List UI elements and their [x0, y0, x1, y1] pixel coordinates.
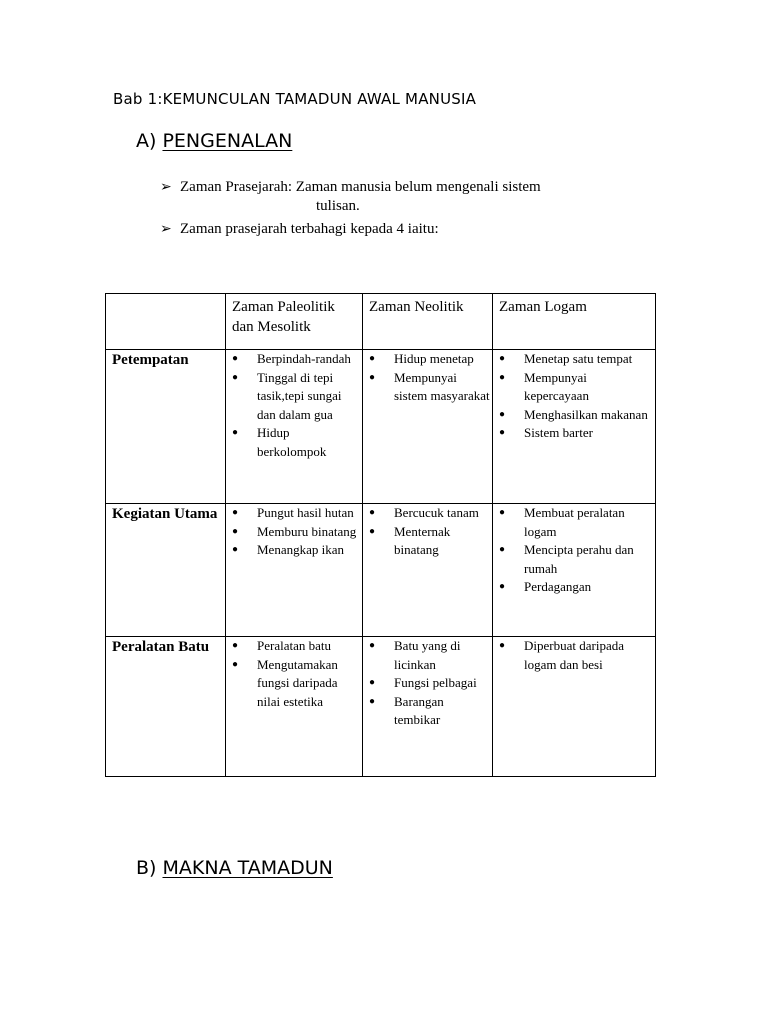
bullet-dot-icon: ●: [369, 353, 376, 364]
table-cell: [226, 504, 363, 637]
cell-list-item: [230, 350, 360, 369]
cell-list-item: [230, 504, 360, 523]
bullet-dot-icon: ●: [232, 371, 239, 383]
cell-list-item-text: Diperbuat daripada logam dan besi: [524, 638, 624, 672]
cell-list-item: [497, 424, 653, 443]
cell-list-item-text: Membuat peralatan logam: [524, 505, 625, 539]
cell-list-item-text: Tinggal di tepi tasik,tepi sungai dan dalam gua: [257, 369, 342, 422]
bullet-dot-icon: ●: [369, 695, 376, 707]
cell-list-item-text: Pungut hasil hutan: [257, 505, 354, 520]
bullet-dot-icon: ●: [369, 525, 376, 537]
intro-bullet-1-continuation: tulisan.: [316, 198, 360, 214]
row-label: Kegiatan Utama: [106, 504, 226, 637]
cell-list-item-text: Mengutamakan fungsi daripada nilai estetika: [257, 656, 338, 709]
cell-list-item-text: Bercucuk tanam: [394, 505, 479, 520]
cell-list-item: [497, 406, 653, 425]
bullet-dot-icon: ●: [369, 507, 376, 518]
cell-list-item: [497, 504, 653, 541]
cell-list-item-text: Hidup menetap: [394, 351, 474, 366]
cell-list-item: [230, 541, 360, 560]
section-b-heading: [136, 857, 333, 879]
cell-bullet-list: [226, 350, 362, 461]
section-a-heading: [136, 130, 292, 152]
cell-list-item-text: Menghasilkan makanan: [524, 406, 648, 422]
cell-bullet-list: [363, 350, 492, 406]
cell-list-item-text: Mempunyai kepercayaan: [524, 369, 589, 403]
cell-list-item: [230, 523, 360, 542]
bullet-dot-icon: ●: [499, 427, 506, 438]
cell-list-item: [367, 693, 490, 730]
intro-bullet-2-text: Zaman prasejarah terbahagi kepada 4 iaitu:: [180, 221, 439, 237]
cell-list-item-text: Hidup berkolompok: [257, 425, 327, 459]
bullet-dot-icon: ●: [232, 525, 239, 537]
table-header-row: [106, 294, 656, 350]
arrow-bullet-icon: ➢: [160, 222, 172, 237]
intro-bullet-1: [160, 178, 541, 197]
table-cell: [493, 504, 656, 637]
table-header-logam: Zaman Logam: [493, 294, 656, 350]
cell-list-item: [367, 674, 490, 693]
bullet-dot-icon: ●: [499, 507, 506, 518]
cell-list-item: [367, 523, 490, 560]
cell-list-item: [497, 350, 653, 369]
table-cell: [363, 637, 493, 777]
cell-bullet-list: [363, 637, 492, 730]
section-b-title: MAKNA TAMADUN: [162, 857, 333, 879]
table-header-empty: [106, 294, 226, 350]
cell-bullet-list: [363, 504, 492, 560]
cell-list-item: [230, 369, 360, 425]
cell-list-item: [230, 656, 360, 712]
bullet-dot-icon: ●: [499, 371, 506, 383]
row-label: Peralatan Batu: [106, 637, 226, 777]
cell-list-item: [497, 578, 653, 597]
intro-bullet-2: [160, 220, 439, 239]
bullet-dot-icon: ●: [232, 353, 239, 364]
chapter-title: Bab 1:KEMUNCULAN TAMADUN AWAL MANUSIA: [113, 90, 477, 108]
arrow-bullet-icon: ➢: [160, 180, 172, 195]
cell-bullet-list: [493, 637, 655, 674]
table-row: [106, 637, 656, 777]
cell-list-item-text: Fungsi pelbagai: [394, 675, 477, 690]
cell-list-item-text: Mempunyai sistem masyarakat: [394, 369, 490, 403]
section-a-title: PENGENALAN: [162, 130, 293, 152]
cell-list-item-text: Batu yang di licinkan: [394, 638, 461, 672]
cell-list-item: [230, 424, 360, 461]
cell-list-item: [497, 369, 653, 406]
cell-list-item: [497, 541, 653, 578]
cell-list-item: [367, 350, 490, 369]
table-cell: [363, 504, 493, 637]
bullet-dot-icon: ●: [499, 640, 506, 651]
cell-list-item: [497, 637, 653, 674]
cell-list-item-text: Perdagangan: [524, 579, 592, 594]
bullet-dot-icon: ●: [499, 353, 506, 364]
table-header-paleolitik: Zaman Paleolitik dan Mesolitk: [226, 294, 363, 350]
cell-bullet-list: [493, 350, 655, 443]
table-cell: [363, 350, 493, 504]
bullet-dot-icon: ●: [369, 371, 376, 383]
bullet-dot-icon: ●: [232, 544, 239, 555]
row-label: Petempatan: [106, 350, 226, 504]
bullet-dot-icon: ●: [499, 408, 506, 420]
cell-list-item-text: Sistem barter: [524, 425, 593, 440]
intro-bullet-1-text: Zaman Prasejarah: Zaman manusia belum mengenali sistem: [180, 179, 541, 195]
section-b-prefix: B): [136, 857, 157, 879]
section-a-prefix: A): [136, 130, 157, 152]
table-cell: [226, 637, 363, 777]
table-header-neolitik: Zaman Neolitik: [363, 294, 493, 350]
bullet-dot-icon: ●: [232, 640, 239, 651]
cell-list-item-text: Barangan tembikar: [394, 693, 444, 727]
bullet-dot-icon: ●: [499, 544, 506, 555]
table-cell: [493, 350, 656, 504]
table-row: [106, 350, 656, 504]
cell-bullet-list: [226, 637, 362, 711]
cell-bullet-list: [493, 504, 655, 597]
bullet-dot-icon: ●: [369, 677, 376, 688]
bullet-dot-icon: ●: [499, 581, 506, 592]
cell-list-item: [230, 637, 360, 656]
cell-list-item-text: Memburu binatang: [257, 523, 357, 539]
bullet-dot-icon: ●: [232, 507, 239, 518]
bullet-dot-icon: ●: [369, 640, 376, 651]
bullet-dot-icon: ●: [232, 658, 239, 670]
cell-list-item: [367, 637, 490, 674]
cell-list-item-text: Menternak binatang: [394, 523, 451, 557]
bullet-dot-icon: ●: [232, 427, 239, 438]
prehistoric-era-table: [105, 293, 656, 777]
cell-list-item-text: Menetap satu tempat: [524, 351, 633, 366]
table-cell: [226, 350, 363, 504]
cell-list-item: [367, 369, 490, 406]
table-cell: [493, 637, 656, 777]
cell-list-item-text: Berpindah-randah: [257, 351, 351, 366]
table-row: [106, 504, 656, 637]
cell-list-item-text: Menangkap ikan: [257, 542, 345, 557]
cell-list-item-text: Peralatan batu: [257, 638, 331, 653]
cell-list-item: [367, 504, 490, 523]
cell-bullet-list: [226, 504, 362, 560]
cell-list-item-text: Mencipta perahu dan rumah: [524, 542, 634, 576]
